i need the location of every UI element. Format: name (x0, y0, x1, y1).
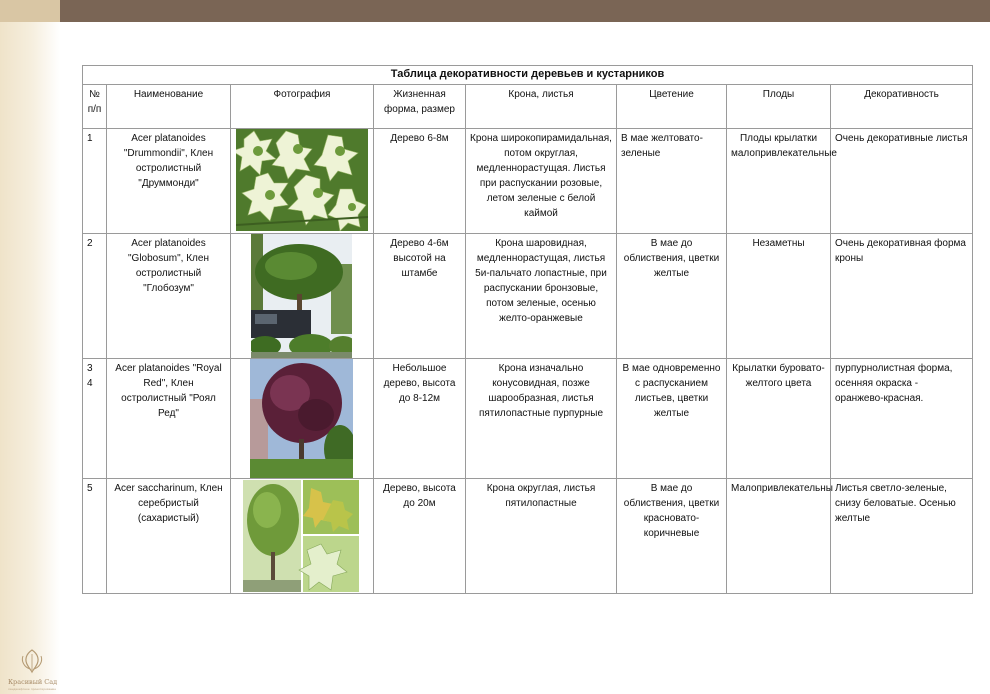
row-deco: Листья светло-зеленые, снизу беловатые. Осенью желтые (831, 479, 973, 594)
table-row (83, 129, 973, 234)
row-bloom: В мае одновременно с распусканием листьев, цветки желтые (617, 359, 727, 479)
table-row (83, 359, 973, 479)
left-decor-strip (0, 22, 60, 694)
silver-maple-collage-image (243, 480, 359, 592)
row-deco: Очень декоративная форма кроны (831, 234, 973, 359)
row-photo-cell (231, 479, 374, 594)
row-num: 2 (83, 234, 107, 359)
row-form: Дерево 6-8м (374, 129, 466, 234)
logo (8, 648, 56, 692)
header-name: Наименование (107, 85, 231, 129)
photo-globosum (251, 234, 352, 358)
row-num: 3 4 (83, 359, 107, 479)
row-crown: Крона округлая, листья пятилопастные (466, 479, 617, 594)
variegated-maple-leaves-image (236, 129, 368, 231)
header-photo: Фотография (231, 85, 374, 129)
row-photo-cell (231, 359, 374, 479)
row-crown: Крона шаровидная, медленнорастущая, листья 5и-пальчато лопастные, при распускании бронзовые, потом зеленые, осенью желто-оранжевые (466, 234, 617, 359)
row-photo-cell (231, 129, 374, 234)
header-form: Жизненная форма, размер (374, 85, 466, 129)
photo-drummondii (236, 129, 368, 231)
row-num: 1 (83, 129, 107, 234)
row-deco: Очень декоративные листья (831, 129, 973, 234)
row-fruits: Малопривлекательны (727, 479, 831, 594)
logo-name: Красивый Сад (8, 678, 58, 686)
top-bar (0, 0, 990, 22)
table-title: Таблица декоративности деревьев и кустарников (83, 66, 973, 85)
row-fruits: Незаметны (727, 234, 831, 359)
logo-emblem-icon (17, 648, 47, 674)
logo-subtitle: ландшафтное проектирование (8, 687, 57, 691)
table-row (83, 479, 973, 594)
header-crown: Крона, листья (466, 85, 617, 129)
photo-royal-red (250, 359, 353, 478)
row-name: Acer platanoides "Drummondii", Клен остролистный "Друммонди" (107, 129, 231, 234)
row-deco: пурпурнолистная форма, осенняя окраска - оранжево-красная. (831, 359, 973, 479)
decorativeness-table (82, 65, 973, 594)
photo-saccharinum (243, 480, 359, 592)
row-num: 5 (83, 479, 107, 594)
row-crown: Крона широкопирамидальная, потом округлая, медленнорастущая. Листья при распускании розовые, летом зеленые с белой каймой (466, 129, 617, 234)
row-name: Acer saccharinum, Клен серебристый (сахаристый) (107, 479, 231, 594)
top-bar-accent (0, 0, 60, 22)
row-fruits: Крылатки буровато-желтого цвета (727, 359, 831, 479)
purple-maple-tree-image (250, 359, 353, 478)
globe-maple-tree-image (251, 234, 352, 358)
table-header-row (83, 85, 973, 129)
row-fruits: Плоды крылатки малопривлекательные (727, 129, 831, 234)
row-form: Дерево 4-6м высотой на штамбе (374, 234, 466, 359)
row-bloom: В мае до облиствения, цветки красновато-коричневые (617, 479, 727, 594)
row-name: Acer platanoides "Globosum", Клен остролистный "Глобозум" (107, 234, 231, 359)
row-form: Дерево, высота до 20м (374, 479, 466, 594)
row-name: Acer platanoides "Royal Red", Клен остролистный "Роял Ред" (107, 359, 231, 479)
header-fruits: Плоды (727, 85, 831, 129)
row-crown: Крона изначально конусовидная, позже шарообразная, листья пятилопастные пурпурные (466, 359, 617, 479)
header-num: № п/п (83, 85, 107, 129)
header-bloom: Цветение (617, 85, 727, 129)
header-deco: Декоративность (831, 85, 973, 129)
row-form: Небольшое дерево, высота до 8-12м (374, 359, 466, 479)
row-bloom: В мае желтовато-зеленые (617, 129, 727, 234)
row-photo-cell (231, 234, 374, 359)
table-row (83, 234, 973, 359)
row-bloom: В мае до облиствения, цветки желтые (617, 234, 727, 359)
